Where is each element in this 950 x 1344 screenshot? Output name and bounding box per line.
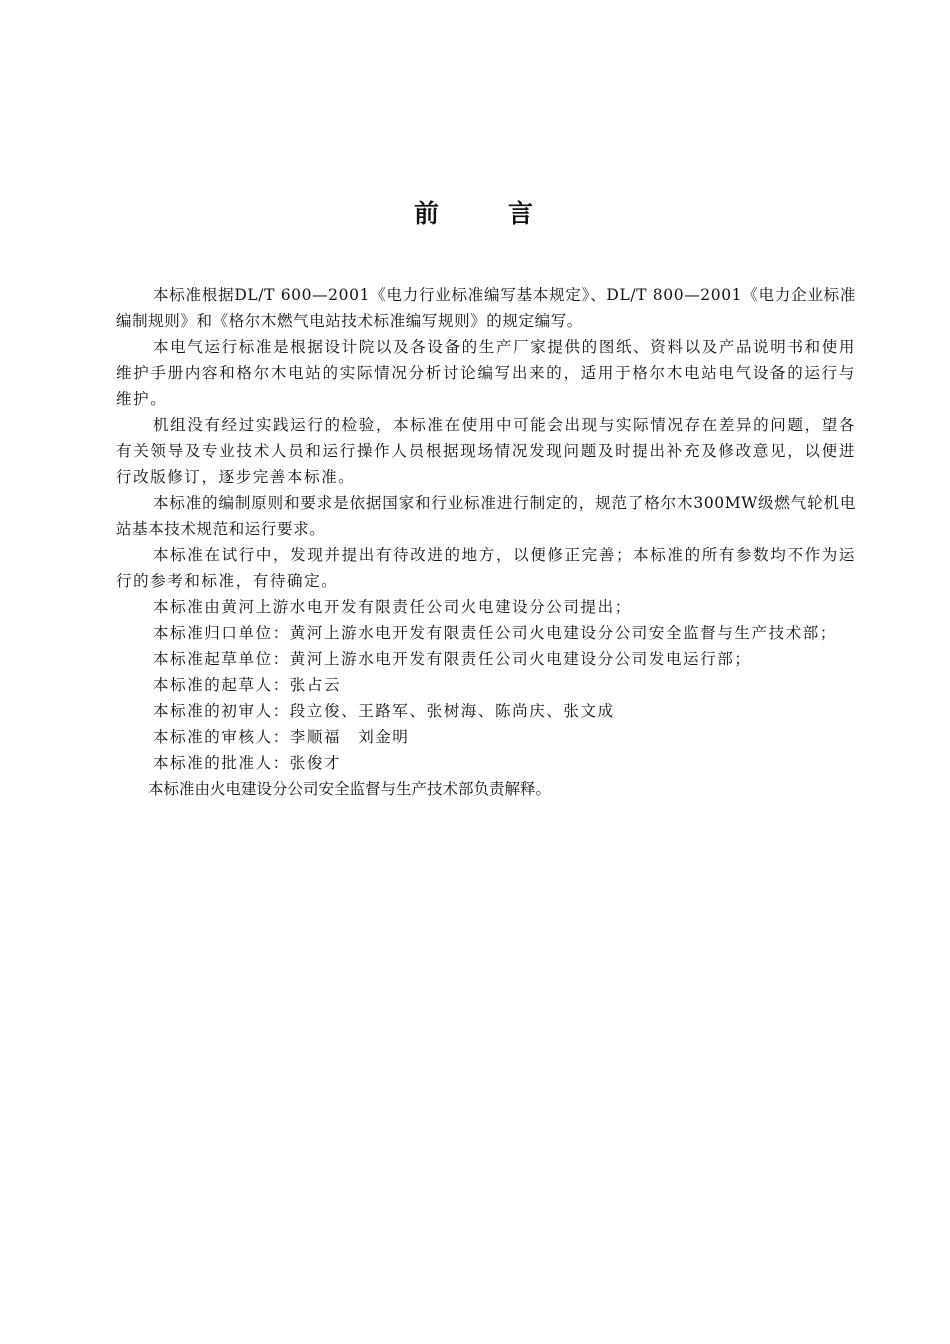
title-char-1: 前 (413, 199, 442, 228)
title-char-2: 言 (508, 199, 537, 228)
preface-body (116, 282, 856, 802)
page-title (0, 194, 950, 230)
paragraph-trial-note: 本标准在试行中，发现并提出有待改进的地方，以便修正完善；本标准的所有参数均不作为运行的参考和标准，有待确定。 (116, 546, 856, 590)
paragraph-drafting-unit: 本标准起草单位：黄河上游水电开发有限责任公司火电建设分公司发电运行部； (153, 650, 752, 668)
paragraph-principles: 本标准的编制原则和要求是依据国家和行业标准进行制定的，规范了格尔木300MW级燃气轮机电站基本技术规范和运行要求。 (116, 494, 856, 538)
paragraph-preliminary-reviewers: 本标准的初审人：段立俊、王路军、张树海、陈尚庆、张文成 (153, 702, 615, 720)
paragraph-standards-basis: 本标准根据DL/T 600—2001《电力行业标准编写基本规定》、DL/T 800—2001《电力企业标准编制规则》和《格尔木燃气电站技术标准编写规则》的规定编写。 (116, 286, 856, 330)
paragraph-revision-note: 机组没有经过实践运行的检验，本标准在使用中可能会出现与实际情况存在差异的问题，望各有关领导及专业技术人员和运行操作人员根据现场情况发现问题及时提出补充及修改意见，以便进行改版修订，逐步完善本标准。 (116, 416, 856, 486)
paragraph-approver: 本标准的批准人：张俊才 (153, 754, 342, 772)
paragraph-proposer: 本标准由黄河上游水电开发有限责任公司火电建设分公司提出； (153, 598, 632, 616)
paragraph-drafter: 本标准的起草人：张占云 (153, 676, 342, 694)
paragraph-scope: 本电气运行标准是根据设计院以及各设备的生产厂家提供的图纸、资料以及产品说明书和使用维护手册内容和格尔木电站的实际情况分析讨论编写出来的，适用于格尔木电站电气设备的运行与维护。 (116, 338, 856, 408)
paragraph-reviewers: 本标准的审核人：李顺福 刘金明 (153, 728, 410, 746)
paragraph-responsible-unit: 本标准归口单位：黄河上游水电开发有限责任公司火电建设分公司安全监督与生产技术部； (153, 624, 838, 642)
paragraph-interpretation: 本标准由火电建设分公司安全监督与生产技术部负责解释。 (148, 780, 552, 798)
